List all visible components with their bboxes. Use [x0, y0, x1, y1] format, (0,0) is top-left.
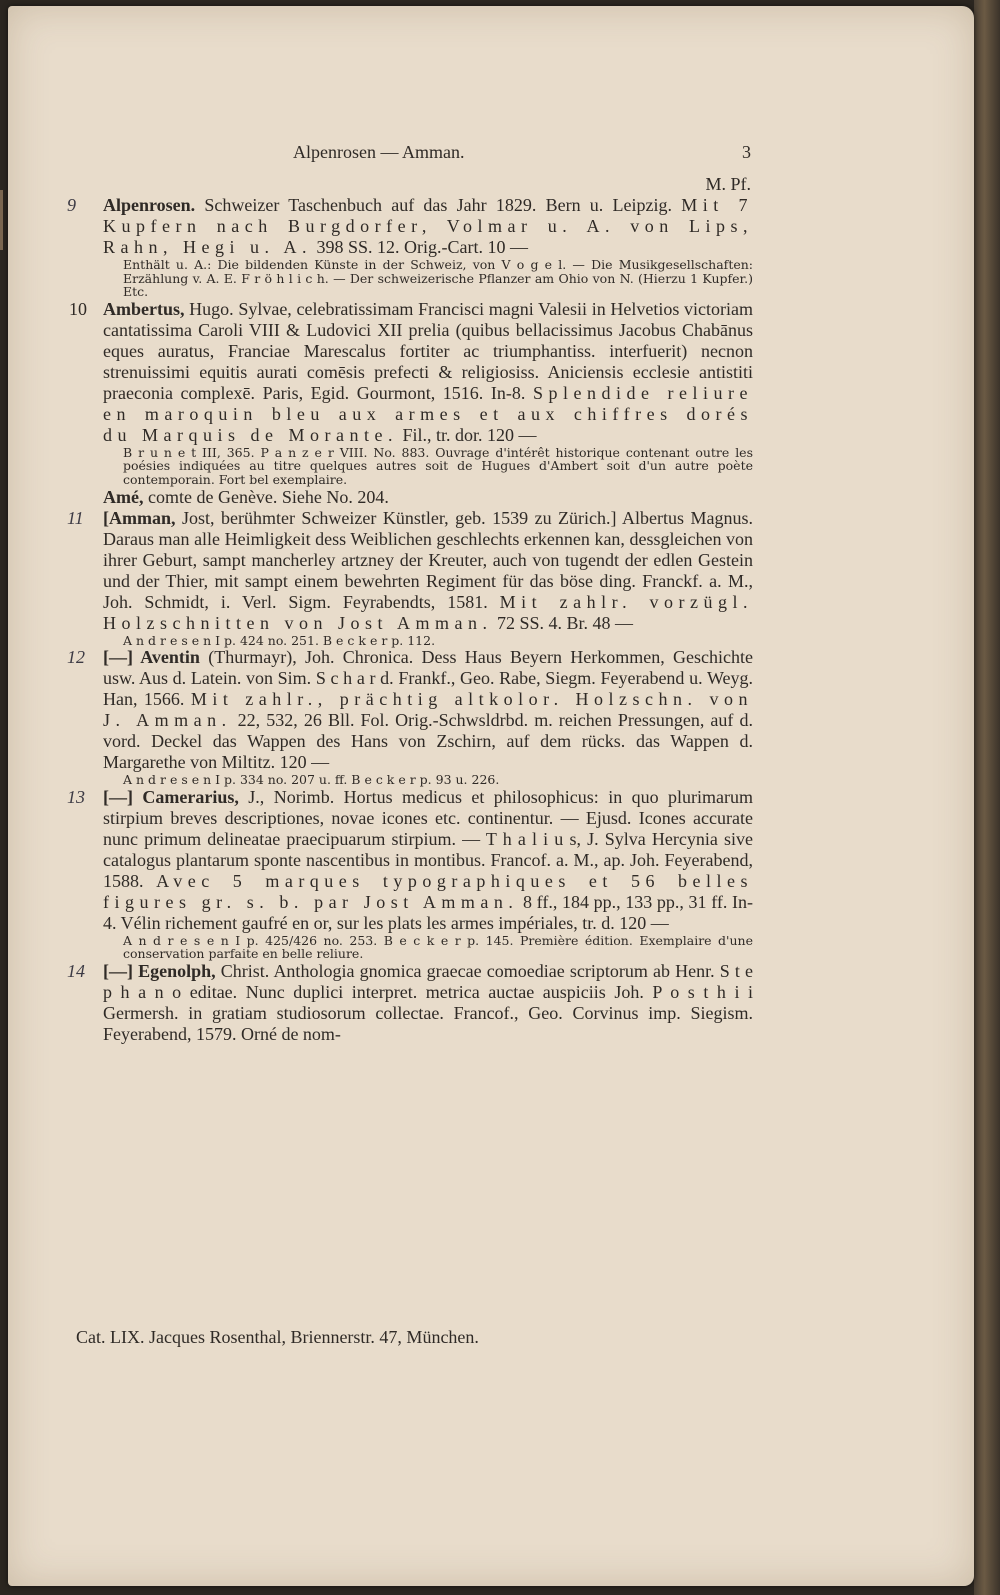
entry-spaced-text: Mit 7 Kupfern nach Burgdorfer, Volmar u. A. von Lips, Rahn, Hegi u. A.	[103, 195, 753, 257]
entry-spaced-text: Mit zahlr. vorzügl. Holzschnitten von Jost Amman.	[103, 591, 753, 633]
entry-text: Christ. Anthologia gnomica graecae comoediae scriptorum ab Henr. S t e p h a n o editae. Nunc duplici interpret. metrica auctae auspiciis Joh. P o s t h i i Germersh. in gratiam studiosorum collectae. Francof., Geo. Corvinus imp. Siegism. Feyerabend, 1579. Orné de nom-	[103, 960, 753, 1044]
entry-text-continued: 22, 532, 26 Bll. Fol. Orig.-Schwsldrbd. m. reichen Pressungen, auf d. vord. Deckel das Wappen des Hans von Zschirn, auf dem rücks. das Wappen d. Margarethe von Miltitz.	[103, 710, 753, 773]
currency-columns: M. Pf.	[705, 174, 751, 194]
entry-text-continued: Fil., tr. dor.	[397, 424, 483, 445]
handwritten-number: 13	[67, 786, 85, 807]
entry-text-continued: 72 SS. 4. Br.	[492, 612, 589, 633]
entry-note: B r u n e t III, 365. P a n z e r VIII. No. 883. Ouvrage d'intérêt historique contenant outre les poésies indiquées au titre quelques autres soit de Hugues d'Ambert soit d'un autre poète contemporain. Fort bel exemplaire.	[123, 444, 753, 487]
catalog-entry	[67, 195, 753, 258]
entry-text: Hugo. Sylvae, celebratissimam Francisci magni Valesii in Helvetios victoriam cantatissima Caroli VIII & Ludovici XII prelia (quibus bellacissimus Jacobus Chabānus eques auratus, Franciae Marescalus fortiter ac triumphantiss. interfuerit) necnon strenuissimi equitis aurati comēsis prefecti & religiosiss. Aniciensis ecclesie antistiti praeconia complexē. Paris, Egid. Gourmont, 1516. In-8.	[103, 298, 753, 403]
handwritten-number: 14	[67, 960, 85, 981]
catalog-entry	[67, 647, 754, 773]
entry-heading: Ambertus,	[103, 298, 185, 319]
page-footer: Cat. LIX. Jacques Rosenthal, Briennerstr. 47, München.	[76, 1327, 479, 1347]
entry-spaced-text: Mit zahlr., prächtig altkolor. Holzschn. von J. Amman.	[103, 689, 753, 731]
entry-heading: Alpenrosen.	[103, 195, 196, 215]
entry-heading: [—] Egenolph,	[103, 960, 216, 981]
catalog-entry	[67, 960, 753, 1045]
entry-heading: [—] Camerarius,	[103, 786, 239, 807]
catalog-entry	[103, 487, 753, 508]
handwritten-number: 12	[67, 647, 85, 668]
entry-spaced-text: Avec 5 marques typographiques et 56 belles figures gr. s. b. par Jost Amman.	[103, 870, 753, 912]
entry-text-continued: 398 SS. 12. Orig.-Cart.	[312, 237, 483, 257]
catalog-entry	[67, 507, 753, 634]
entry-heading: [Amman,	[103, 507, 176, 528]
entry-text: Schweizer Taschenbuch auf das Jahr 1829. Bern u. Leipzig.	[195, 195, 682, 215]
entry-note: A n d r e s e n I p. 425/426 no. 253. B e c k e r p. 145. Première édition. Exemplaire d'une conservation parfaite en belle reliure.	[123, 932, 753, 962]
handwritten-number: 9	[67, 195, 76, 215]
entry-price: 120 —	[486, 424, 537, 445]
entry-note: Enthält u. A.: Die bildenden Künste in der Schweiz, von V o g e l. — Die Musikgesellschaften: Erzählung v. A. E. F r ö h l i c h. — Der schweizerische Pflanzer am Ohio von N. (Hierzu 1 Kupfer.) Etc.	[123, 257, 753, 300]
entry-text: (Thurmayr), Joh. Chronica. Dess Haus Beyern Herkommen, Geschichte usw. Aus d. Latein. von Sim. S c h a r d. Frankf., Geo. Rabe, Siegm. Feyerabend u. Weyg. Han, 1566.	[103, 647, 754, 710]
page-edge-mark	[0, 190, 3, 250]
catalog-entry	[69, 298, 753, 446]
page-number: 3	[742, 142, 751, 162]
page-content	[67, 138, 754, 1045]
entry-price: 120 —	[279, 752, 330, 773]
catalog-entry	[67, 786, 753, 934]
entry-text: Jost, berühmter Schweizer Künstler, geb. 1539 zu Zürich.] Albertus Magnus. Daraus man alle Heimligkeit dess Weiblichen geschlechts erkennen kan, dessgleichen von ihrer Geburt, sampt mancherley artzney der Kreuter, auch von tugendt der edlen Gestein und der Thier, mit sampt einem bewehrten Regiment für das böse ding. Franckf. a. M., Joh. Schmidt, i. Verl. Sigm. Feyrabendts, 1581.	[103, 507, 753, 612]
entry-text-continued: 8 ff., 184 pp., 133 pp., 31 ff. In-4. Vélin richement gaufré en or, sur les plats les armes impériales, tr. d.	[103, 891, 753, 933]
entry-text: comte de Genève. Siehe No. 204.	[143, 486, 389, 507]
entry-price: 48 —	[592, 612, 634, 633]
entry-price: 120 —	[619, 912, 669, 933]
entry-text: J., Norimb. Hortus medicus et philosophicus: in quo plurimarum stirpium breves descriptiones, novae icones etc. continentur. — Ejusd. Icones accurate nunc primum delineatae praecipuarum stirpium. — T h a l i u s, J. Sylva Hercynia sive catalogus plantarum sponte nascentibus in montibus. Francof. a. M., ap. Joh. Feyerabend, 1588.	[103, 786, 753, 891]
entry-price: 10 —	[487, 237, 528, 257]
entry-note: A n d r e s e n I p. 424 no. 251. B e c k e r p. 112.	[123, 632, 436, 648]
entry-note: A n d r e s e n I p. 334 no. 207 u. ff. B e c k e r p. 93 u. 226.	[123, 772, 500, 788]
handwritten-number: 11	[67, 507, 84, 528]
book-spine	[974, 0, 1000, 1595]
page-header	[103, 138, 753, 164]
running-title: Alpenrosen — Amman.	[293, 142, 465, 162]
entry-heading: [—] Aventin	[103, 647, 200, 668]
entry-spaced-text: Splendide reliure en maroquin bleu aux armes et aux chiffres dorés du Marquis de Morante.	[103, 382, 753, 445]
catalog-entries	[67, 195, 754, 1045]
entry-number: 10	[69, 298, 87, 319]
entry-heading: Amé,	[103, 486, 144, 507]
